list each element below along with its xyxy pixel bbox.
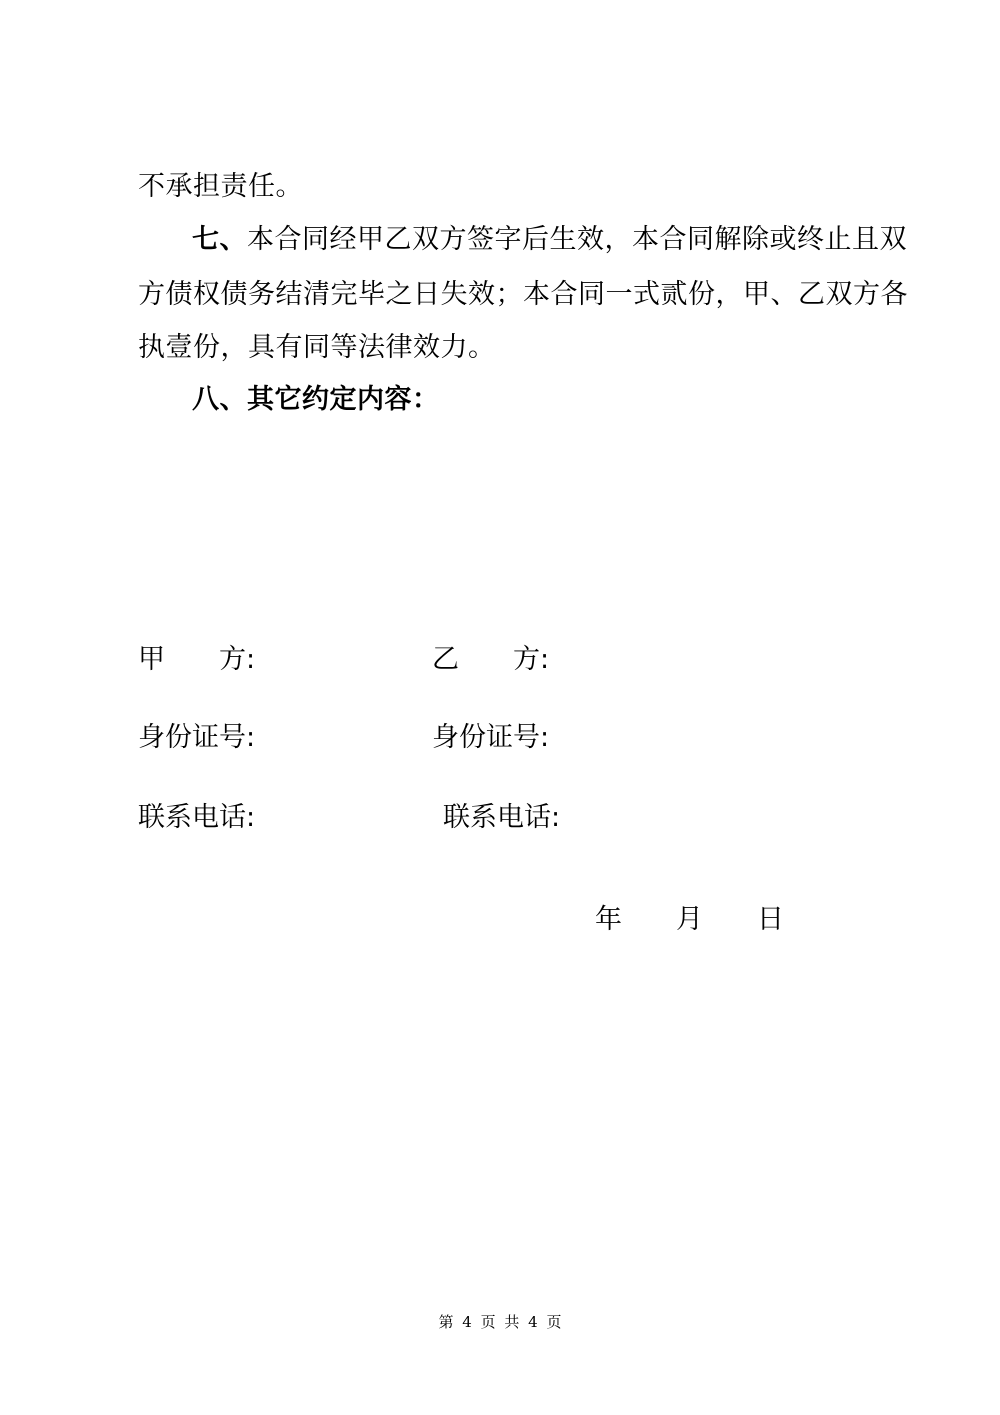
- party-b-id-label: 身份证号:: [432, 722, 550, 753]
- body-line-1: 不承担责任。: [138, 171, 303, 202]
- page-number-footer: 第 4 页 共 4 页: [438, 1313, 562, 1331]
- clause-7-number: 七、: [192, 224, 247, 255]
- party-a-label: 甲 方:: [138, 644, 256, 675]
- date-year-label: 年: [595, 904, 622, 935]
- party-b-label: 乙 方:: [432, 644, 550, 675]
- clause-7-line-3: 执壹份，具有同等法律效力。: [138, 332, 496, 363]
- clause-7-line-2: 方债权债务结清完毕之日失效；本合同一式贰份，甲、乙双方各: [138, 279, 908, 310]
- clause-8-heading: 八、其它约定内容：: [192, 384, 440, 415]
- date-day-label: 日: [757, 904, 784, 935]
- date-month-label: 月: [676, 904, 703, 935]
- party-a-phone-label: 联系电话:: [138, 802, 256, 833]
- party-b-phone-label: 联系电话:: [443, 802, 561, 833]
- clause-7-line-1: [192, 220, 907, 260]
- clause-7-text-1: 本合同经甲乙双方签字后生效，本合同解除或终止且双: [247, 224, 907, 255]
- party-a-id-label: 身份证号:: [138, 722, 256, 753]
